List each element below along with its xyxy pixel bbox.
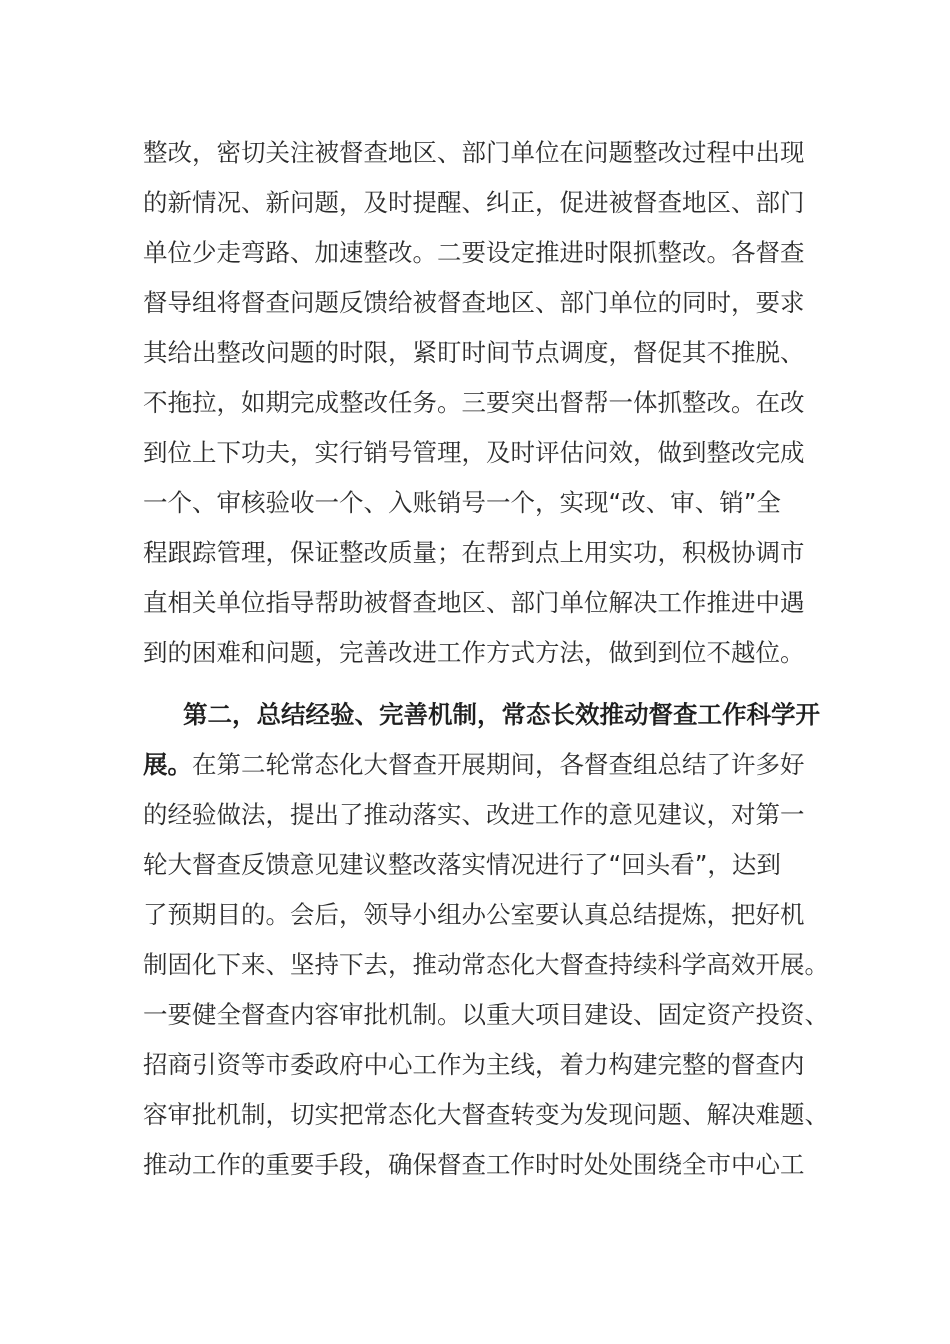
paragraph1-line: 到的困难和问题，完善改进工作方式方法，做到到位不越位。 <box>143 638 805 667</box>
paragraph2-line <box>143 740 823 790</box>
paragraph1-line: 一个、审核验收一个、入账销号一个，实现“改、审、销”全 <box>143 488 781 517</box>
paragraph1-line: 督导组将督查问题反馈给被督查地区、部门单位的同时，要求 <box>143 288 805 317</box>
paragraph2-line: 了预期目的。会后，领导小组办公室要认真总结提炼，把好机 <box>143 900 805 929</box>
paragraph2-line: 一要健全督查内容审批机制。以重大项目建设、固定资产投资、 <box>143 1000 829 1029</box>
paragraph1-line: 到位上下功夫，实行销号管理，及时评估问效，做到整改完成 <box>143 438 805 467</box>
paragraph2-heading: 第二，总结经验、完善机制，常态长效推动督查工作科学开 <box>183 700 820 729</box>
paragraph1-line: 其给出整改问题的时限，紧盯时间节点调度，督促其不推脱、 <box>143 338 805 367</box>
paragraph2-line: 的经验做法，提出了推动落实、改进工作的意见建议，对第一 <box>143 800 805 829</box>
paragraph1-line: 直相关单位指导帮助被督查地区、部门单位解决工作推进中遇 <box>143 588 805 617</box>
paragraph1-line: 整改，密切关注被督查地区、部门单位在问题整改过程中出现 <box>143 138 805 167</box>
paragraph2-line-rest: 在第二轮常态化大督查开展期间，各督查组总结了许多好 <box>192 750 805 779</box>
document-body <box>143 128 829 1190</box>
paragraph2-line: 制固化下来、坚持下去，推动常态化大督查持续科学高效开展。 <box>143 950 829 979</box>
paragraph1-line: 不拖拉，如期完成整改任务。三要突出督帮一体抓整改。在改 <box>143 388 805 417</box>
paragraph2-heading-end: 展。 <box>143 750 192 779</box>
paragraph2-line: 推动工作的重要手段，确保督查工作时时处处围绕全市中心工 <box>143 1150 805 1179</box>
paragraph-spacer <box>143 678 823 690</box>
paragraph1-line: 程跟踪管理，保证整改质量；在帮到点上用实功，积极协调市 <box>143 538 805 567</box>
paragraph2-line: 轮大督查反馈意见建议整改落实情况进行了“回头看”，达到 <box>143 850 781 879</box>
paragraph2-line: 容审批机制，切实把常态化大督查转变为发现问题、解决难题、 <box>143 1100 829 1129</box>
paragraph2-line: 招商引资等市委政府中心工作为主线，着力构建完整的督查内 <box>143 1050 805 1079</box>
paragraph1-line: 的新情况、新问题，及时提醒、纠正，促进被督查地区、部门 <box>143 188 805 217</box>
paragraph1-line: 单位少走弯路、加速整改。二要设定推进时限抓整改。各督查 <box>143 238 805 267</box>
